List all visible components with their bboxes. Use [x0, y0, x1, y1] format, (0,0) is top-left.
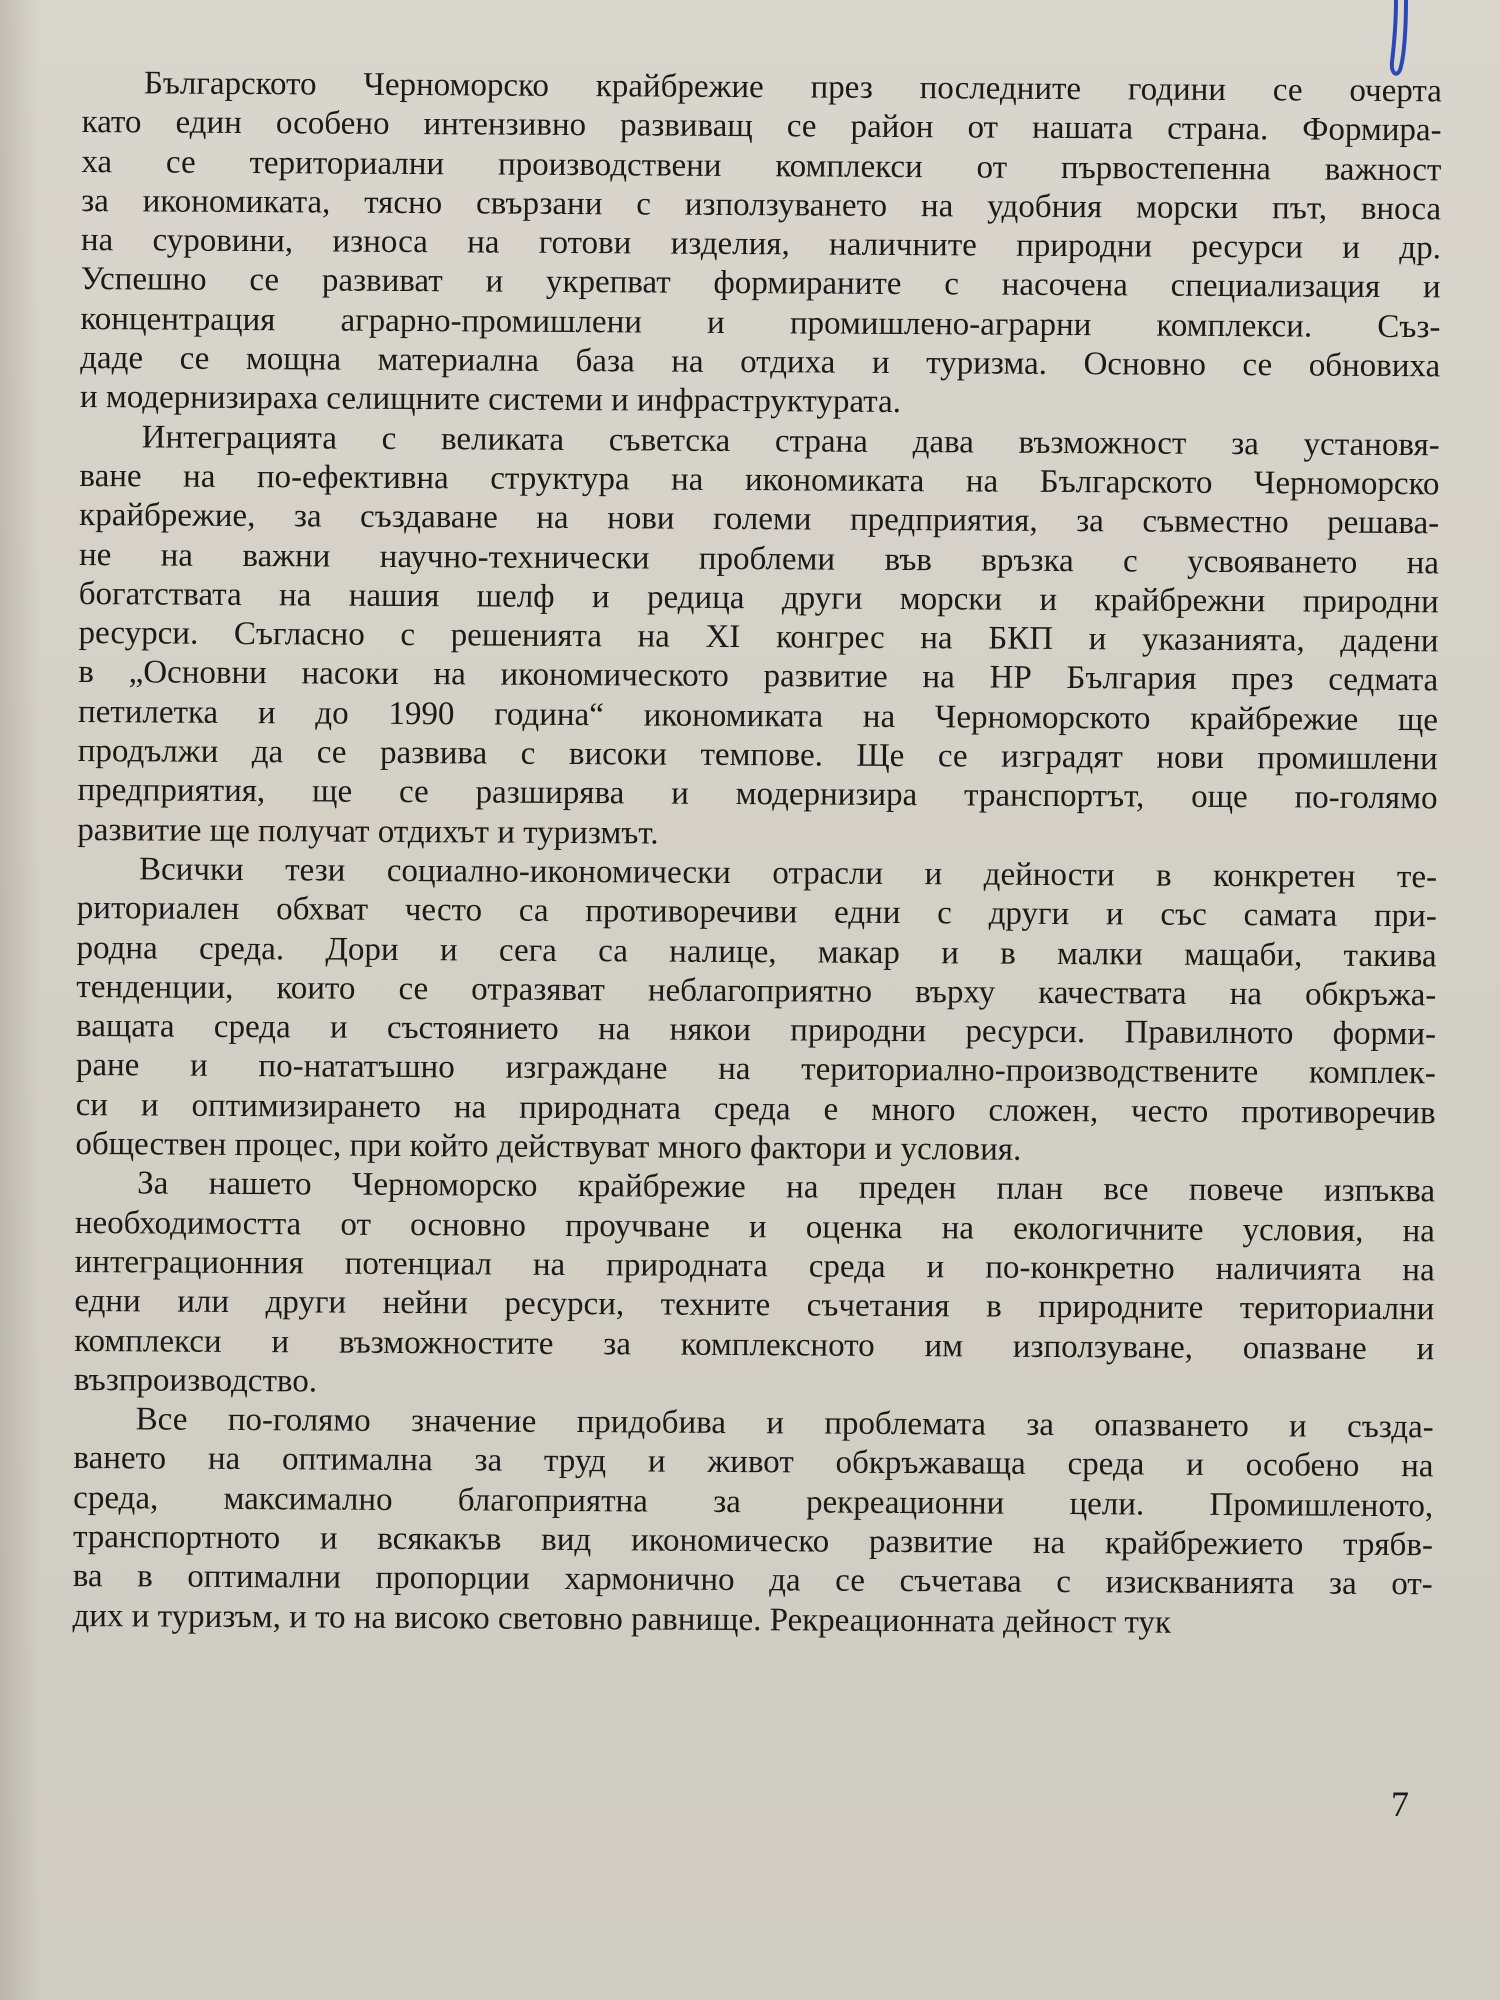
- text-line: даде се мощна материална база на отдиха и туризма. Основно се обновиха: [80, 340, 1441, 385]
- text-line: предприятия, ще се разширява и модернизира транспортът, още по-голямо: [77, 772, 1438, 817]
- text-line: продължи да се развива с високи темпове. Ще се изградят нови промишлени: [77, 733, 1438, 778]
- text-line: ха се териториални производствени комплекси от първостепенна важност: [81, 143, 1442, 188]
- paragraph: [72, 1400, 1433, 1644]
- page-number: 7: [1391, 1784, 1409, 1824]
- text-line: обществен процес, при който действуват много фактори и условия.: [75, 1125, 1022, 1168]
- text-line: крайбрежие, за създаване на нови големи предприятия, за съвместно решава-: [79, 497, 1440, 542]
- text-line: Все по-голямо значение придобива и проблемата за опазването и създа-: [135, 1401, 1434, 1446]
- text-line: ване на по-ефективна структура на икономиката на Българското Черноморско: [79, 457, 1440, 503]
- paragraph: [77, 418, 1440, 859]
- text-line: интеграционния потенциал на природната среда и по-конкретно наличията на: [74, 1243, 1435, 1289]
- text-line: тенденции, които се отразяват неблагоприятно върху качествата на обкръжа-: [76, 968, 1437, 1014]
- text-line: ресурси. Съгласно с решенията на XI конгрес на БКП и указанията, дадени: [78, 615, 1439, 660]
- text-line: Българското Черноморско крайбрежие през последните години се очерта: [143, 65, 1442, 110]
- text-line: за икономиката, тясно свързани с използуването на удобния морски път, вноса: [81, 182, 1442, 228]
- text-line: За нашето Черноморско крайбрежие на преден план все повече изпъква: [137, 1165, 1436, 1210]
- text-line: ране и по-нататъшно изграждане на териториално-производствените комплек-: [75, 1047, 1436, 1092]
- text-line: богатствата на нашия шелф и редица други морски и крайбрежни природни: [78, 575, 1439, 621]
- text-line: риториален обхват често са противоречиви едни с други и със самата при-: [76, 890, 1437, 935]
- text-line: Успешно се развиват и укрепват формираните с насочена специализация и: [80, 261, 1441, 306]
- text-line: не на важни научно-технически проблеми във връзка с усвояването на: [78, 536, 1440, 581]
- text-line: ва в оптимални пропорции хармонично да се съчетава с изискванията за от-: [72, 1558, 1433, 1603]
- paragraph: [74, 1164, 1435, 1408]
- text-line: възпроизводство.: [73, 1361, 318, 1400]
- text-line: необходимостта от основно проучване и оценка на екологичните условия, на: [74, 1204, 1436, 1249]
- text-line: транспортното и всякакъв вид икономическо развитие на крайбрежието трябв-: [72, 1518, 1434, 1564]
- text-line: в „Основни насоки на икономическото развитие на НР България през седмата: [78, 654, 1439, 699]
- text-line: на суровини, износа на готови изделия, наличните природни ресурси и др.: [80, 222, 1442, 267]
- text-line: Всички тези социално-икономически отрасли и дейности в конкретен те-: [138, 851, 1438, 896]
- text-line: концентрация аграрно-промишлени и промишлено-аграрни комплекси. Съз-: [80, 300, 1441, 346]
- text-line: родна среда. Дори и сега са налице, макар и в малки мащаби, такива: [76, 929, 1437, 974]
- text-line: петилетка и до 1990 година“ икономиката на Черноморското крайбрежие ще: [77, 693, 1439, 739]
- text-line: Интеграцията с великата съветска страна дава възможност за установя-: [141, 419, 1440, 463]
- text-line: дих и туризъм, и то на високо световно равнище. Рекреационната дейност тук: [72, 1597, 1172, 1641]
- text-line: ващата среда и състоянието на някои природни ресурси. Правилното форми-: [76, 1008, 1437, 1053]
- text-line: и модернизираха селищните системи и инфраструктурата.: [79, 379, 902, 421]
- text-line: среда, максимално благоприятна за рекреационни цели. Промишленото,: [73, 1479, 1434, 1524]
- text-line: комплекси и възможностите за комплексното им използуване, опазване и: [74, 1322, 1435, 1367]
- paragraph: [80, 64, 1442, 426]
- text-line: развитие ще получат отдихът и туризмът.: [77, 811, 659, 852]
- text-line: ването на оптимална за труд и живот обкръжаваща среда и особено на: [73, 1440, 1434, 1485]
- text-line: едни или други нейни ресурси, техните съчетания в природните териториални: [74, 1283, 1435, 1328]
- text-line: си и оптимизирането на природната среда е много сложен, често противоречив: [75, 1086, 1436, 1132]
- body-text: [72, 64, 1442, 1644]
- paragraph: [75, 850, 1437, 1173]
- text-line: като един особено интензивно развиващ се район от нашата страна. Формира-: [81, 104, 1442, 149]
- page-gutter-shadow: [0, 0, 40, 2000]
